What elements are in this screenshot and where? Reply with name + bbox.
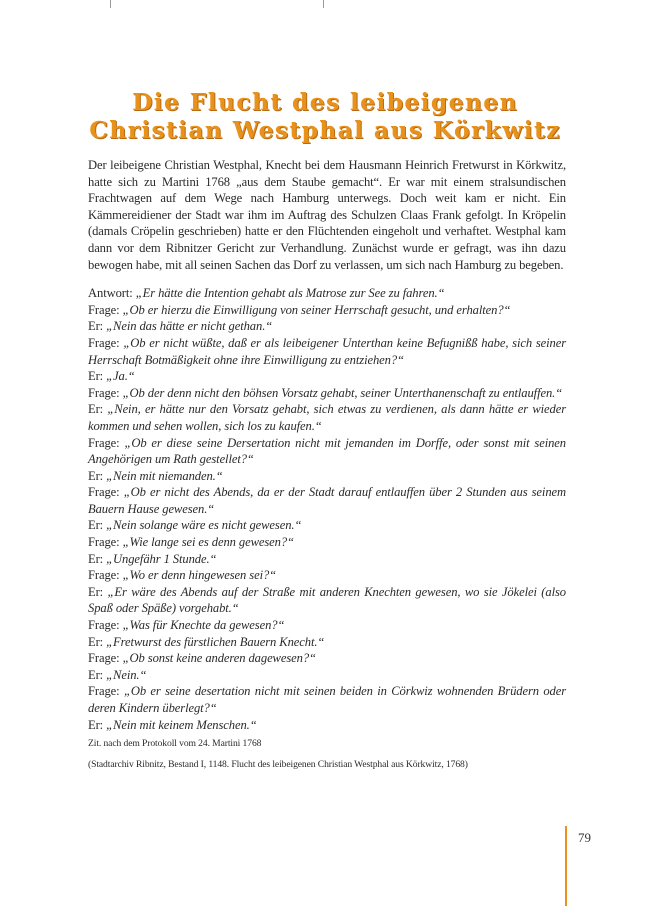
speaker-label: Frage: [88, 335, 124, 350]
speaker-label: Frage: [88, 684, 124, 699]
speaker-label: Er: [88, 319, 107, 334]
speech-text: „Er hätte die Intention gehabt als Matrose zur See zu fahren.“ [135, 286, 445, 301]
speaker-label: Er: [88, 667, 107, 682]
speaker-label: Frage: [88, 535, 123, 550]
dialogue-line [88, 435, 566, 468]
speaker-label: Er: [88, 584, 108, 599]
speech-text: „Nein das hätte er nicht gethan.“ [106, 319, 273, 334]
speech-text: „Wo er denn hingewesen sei?“ [122, 568, 277, 583]
dialogue-line [88, 551, 566, 568]
citation-note: Zit. nach dem Protokoll vom 24. Martini 1768 [88, 738, 262, 750]
speaker-label: Frage: [88, 568, 123, 583]
title-line-2: Christian Westphal aus Körkwitz [89, 116, 561, 144]
source-reference: (Stadtarchiv Ribnitz, Bestand I, 1148. Flucht des leibeigenen Christian Westphal aus Körkwitz, 1768) [88, 759, 468, 771]
dialogue-line [88, 318, 566, 335]
speaker-label: Er: [88, 468, 107, 483]
speech-text: „Nein mit niemanden.“ [106, 468, 223, 483]
speaker-label: Frage: [88, 385, 123, 400]
speech-text: „Nein, er hätte nur den Vorsatz gehabt, sich etwas zu verdienen, als dann hätte er wieder kommen und sehen wollen, sich los zu kaufen.“ [88, 402, 567, 433]
dialogue-line [88, 567, 566, 584]
dialogue-line [88, 650, 566, 667]
speech-text: „Ob der denn nicht den böhsen Vorsatz gehabt, seiner Unterthanenschaft zu entlauffen.“ [122, 385, 563, 400]
speaker-label: Er: [88, 369, 107, 384]
crop-mark-right [323, 0, 324, 8]
speech-text: „Ob er nicht wüßte, daß er als leibeigener Unterthan keine Befugnißß habe, sich seiner Herrschaft Botmäßigkeit ohne ihre Einwilligung zu entziehen?“ [88, 335, 566, 367]
speech-text: „Was für Knechte da gewesen?“ [122, 618, 285, 633]
dialogue-line [88, 717, 566, 734]
speaker-label: Er: [88, 518, 107, 533]
speech-text: „Fretwurst des fürstlichen Bauern Knecht.“ [106, 634, 325, 649]
dialogue-line [88, 683, 566, 716]
article-body [88, 157, 566, 771]
speaker-label: Er: [88, 402, 108, 417]
speech-text: „Ja.“ [106, 369, 135, 384]
dialogue-line [88, 385, 566, 402]
speech-text: „Ob er hierzu die Einwilligung von seiner Herrschaft gesucht, und erhalten?“ [122, 302, 511, 317]
dialogue-line [88, 468, 566, 485]
speaker-label: Er: [88, 717, 107, 732]
speech-text: „Nein.“ [106, 667, 147, 682]
speech-text: „Ob sonst keine anderen dagewesen?“ [122, 651, 316, 666]
dialogue-line [88, 484, 566, 517]
speaker-label: Frage: [88, 435, 125, 450]
dialogue-line [88, 401, 566, 434]
dialogue-line [88, 517, 566, 534]
dialogue-line [88, 302, 566, 319]
title-line-1: Die Flucht des leibeigenen [132, 88, 518, 116]
speaker-label: Er: [88, 634, 107, 649]
dialogue-line [88, 634, 566, 651]
dialogue-line [88, 335, 566, 368]
speech-text: „Ob er seine desertation nicht mit seinen beiden in Cörkwiz wohnenden Brüdern oder deren Kindern überlegt?“ [88, 684, 567, 715]
speaker-label: Er: [88, 551, 107, 566]
speaker-label: Frage: [88, 302, 123, 317]
speaker-label: Antwort: [88, 286, 136, 301]
dialogue-line [88, 368, 566, 385]
speaker-label: Frage: [88, 485, 124, 500]
speech-text: „Ob er diese seine Dersertation nicht mit jemanden im Dorffe, oder sonst mit seinen Angehörigen um Rath gestellet?“ [88, 435, 566, 467]
speech-text: „Ob er nicht des Abends, da er der Stadt darauf entlauffen über 2 Stunden aus seinem Bauern Hause gewesen.“ [88, 485, 567, 516]
speech-text: „Er wäre des Abends auf der Straße mit anderen Knechten gewesen, wo sie Jökelei (also Spaß oder Späße) vorgehabt.“ [88, 584, 566, 616]
dialogue-line [88, 617, 566, 634]
intro-paragraph: Der leibeigene Christian Westphal, Knecht bei dem Hausmann Heinrich Fretwurst in Körkwitz, hatte sich zu Martini 1768 „aus dem Staube gemacht“. Er war mit einem stralsundischen Frachtwagen auf dem Wege nach Hamburg unterwegs. Doch weit kam er nicht. Ein Kämmereidiener der Stadt war ihm im Auftrag des Schulzen Claas Frank gefolgt. In Kröpelin (damals Cröpelin geschrieben) hatte er den Flüchtenden eingeholt und verhaftet. Westphal kam dann vor dem Ribnitzer Gericht zur Verhandlung. Zunächst wurde er gefragt, was ihn dazu bewogen habe, mit all seinen Sachen das Dorf zu verlassen, um sich nach Hamburg zu begeben. [88, 158, 566, 272]
speaker-label: Frage: [88, 618, 123, 633]
dialogue-line [88, 584, 566, 617]
speech-text: „Nein mit keinem Menschen.“ [106, 717, 257, 732]
speech-text: „Ungefähr 1 Stunde.“ [106, 551, 217, 566]
interrogation-dialogue [88, 285, 566, 733]
dialogue-line [88, 667, 566, 684]
speaker-label: Frage: [88, 651, 123, 666]
page-number-rule [565, 826, 567, 906]
page-number: 79 [578, 830, 591, 845]
dialogue-line [88, 534, 566, 551]
speech-text: „Nein solange wäre es nicht gewesen.“ [106, 518, 302, 533]
dialogue-line [88, 285, 566, 302]
speech-text: „Wie lange sei es denn gewesen?“ [122, 535, 294, 550]
page-title [0, 88, 650, 144]
crop-mark-left [110, 0, 111, 8]
